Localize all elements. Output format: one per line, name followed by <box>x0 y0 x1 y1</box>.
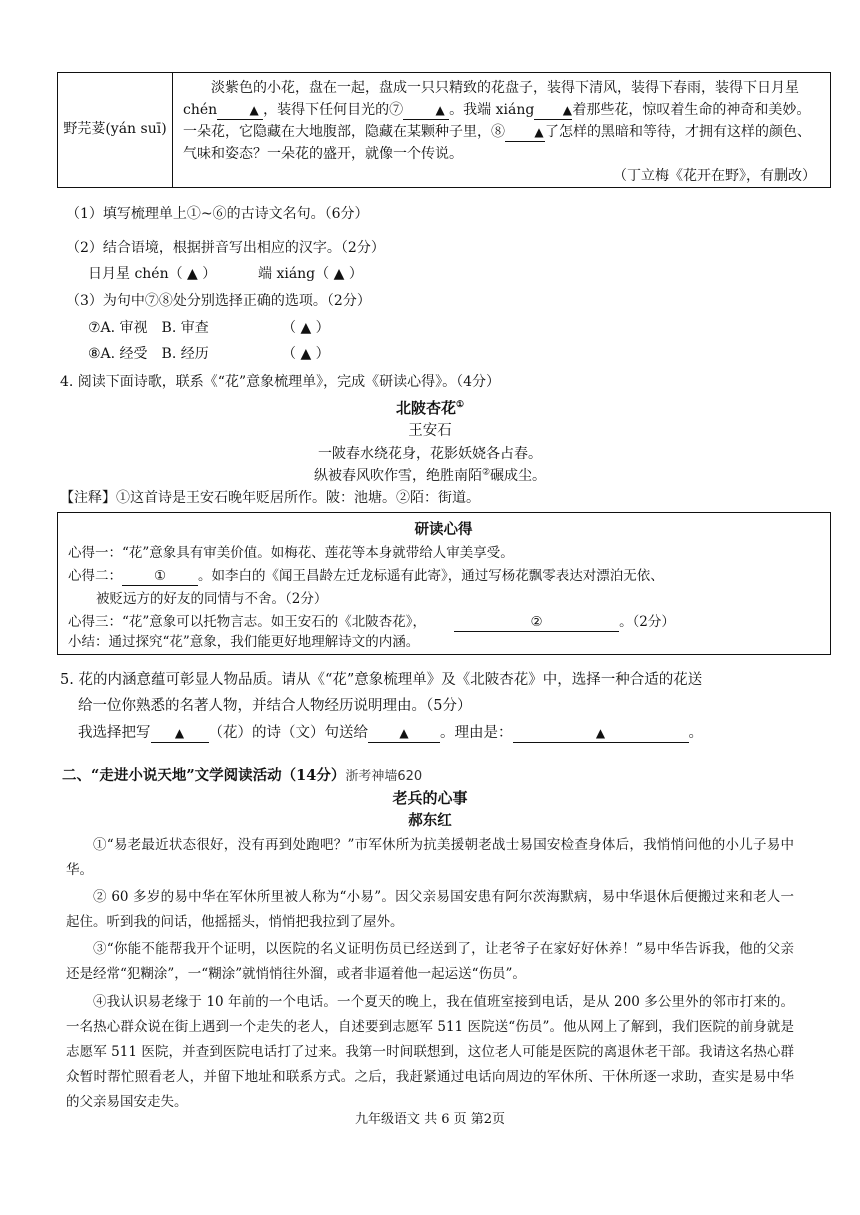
box-blank-1[interactable]: ① <box>122 567 198 586</box>
q5-blank-person[interactable] <box>368 724 440 743</box>
q2-a <box>88 264 216 286</box>
blank-mark: ▲ <box>562 103 572 117</box>
flower-table <box>57 72 831 188</box>
q3-8-answer[interactable]: （ ▲ ） <box>282 346 330 362</box>
section-2-heading <box>62 765 422 787</box>
table-source: （丁立梅《花开在野》，有删改） <box>613 168 816 184</box>
poem-note: 【注释】①这首诗是王安石晚年贬居所作。陂：池塘。②陌：街道。 <box>60 490 480 506</box>
watermark-stamp: 浙考神墙620 <box>345 769 423 784</box>
box-note-1: 心得一：“花”意象具有审美价值。如梅花、莲花等本身就带给人审美享受。 <box>68 545 514 561</box>
box-note-2-label: 心得二： <box>68 568 122 584</box>
blank-mark: ▲ <box>249 103 259 117</box>
q5-p4: 。 <box>688 725 703 741</box>
poem-line-2 <box>0 466 860 488</box>
story-title: 老兵的心事 <box>392 789 468 807</box>
poem-line-2-note: ② <box>481 467 491 478</box>
table-text-2: ，装得下任何目光的⑦ <box>263 102 404 118</box>
story-paragraph-3: ③“你能不能帮我开个证明，以医院的名义证明伤员已经送到了，让老爷子在家好好休养！”易中华告诉我，他的父亲还是经常“犯糊涂”，一“糊涂”就悄悄往外溜，或者非逼着他一起运送“伤员”。 <box>66 941 794 982</box>
table-text <box>173 73 831 188</box>
box-note-3 <box>68 612 675 633</box>
q3-8: ⑧A. 经受 B. 经历 <box>88 346 209 362</box>
blank-mark: ▲ <box>435 103 445 117</box>
box-blank-2[interactable]: ② <box>454 613 619 632</box>
q2-b-text: 端 xiáng（ ▲ ） <box>258 266 363 282</box>
poem-line-1: 一陂春水绕花身，花影妖娆各占春。 <box>318 446 542 462</box>
q4-text: 4. 阅读下面诗歌，联系《“花”意象梳理单》，完成《研读心得》。（4分） <box>60 374 501 390</box>
blank-mark: ▲ <box>399 726 409 740</box>
blank-8[interactable] <box>505 123 545 142</box>
table-text-5: 了怎样的黑暗和等待，才拥有这样的颜色、气味和姿态？一朵花的盛开，就像一个传说。 <box>183 124 811 162</box>
box-note-2-cont: 被贬远方的好友的同情与不舍。（2分） <box>96 591 328 607</box>
box-note-3-text: 心得三：“花”意象可以托物言志。如王安石的《北陂杏花》， <box>68 614 427 630</box>
poem-line-2b: 碾成尘。 <box>490 468 547 484</box>
box-title: 研读心得 <box>414 521 473 538</box>
q1-text: （1）填写梳理单上①~⑥的古诗文名句。（6分） <box>66 206 369 222</box>
poem-title-note: ① <box>455 400 465 410</box>
poem-title-text: 北陂杏花 <box>395 399 456 417</box>
study-notes-box <box>57 512 831 655</box>
blank-mark: ▲ <box>595 726 606 740</box>
story-paragraph-2: ② 60 多岁的易中华在军休所里被人称为“小易”。因父亲易国安患有阿尔茨海默病，易中华退休后便搬过来和老人一起住。听到我的问话，他摇摇头，悄悄把我拉到了屋外。 <box>66 889 794 930</box>
box-note-3-tail: 。（2分） <box>619 614 675 630</box>
q5-answer-line <box>78 722 703 744</box>
q2-a-text: 日月星 chén（ ▲ ） <box>88 266 217 282</box>
q5-p2: （花）的诗（文）句送给 <box>208 725 368 741</box>
q2-text: （2）结合语境，根据拼音写出相应的汉字。（2分） <box>66 240 385 256</box>
table-text-3: 。我端 xiáng <box>449 102 535 118</box>
blank-xiang[interactable] <box>534 101 572 120</box>
q2-b <box>258 264 363 286</box>
table-label: 野芫荽(yán suī) <box>58 73 173 188</box>
page-footer: 九年级语文 共 6 页 第2页 <box>354 1112 506 1127</box>
q3-7-answer[interactable]: （ ▲ ） <box>282 320 330 336</box>
q5-line-2: 给一位你熟悉的名著人物，并结合人物经历说明理由。（5分） <box>78 698 472 714</box>
table-text-4: 着那些花，惊叹着生命的神奇和美妙。一朵花，它隐藏在大地腹部，隐藏在某颗种子里，⑧ <box>183 102 811 140</box>
q3-text: （3）为句中⑦⑧处分别选择正确的选项。（2分） <box>66 293 371 309</box>
q5-line-1: 5. 花的内涵意蕴可彰显人物品质。请从《“花”意象梳理单》及《北陂杏花》中，选择一种合适的花送 <box>60 672 703 688</box>
blank-7[interactable] <box>403 101 449 120</box>
box-note-2-text: 。如李白的《闻王昌龄左迁龙标遥有此寄》，通过写杨花飘零表达对漂泊无依、 <box>198 568 664 584</box>
section-2-heading-text: 二、“走进小说天地”文学阅读活动（14分） <box>62 767 346 784</box>
box-summary: 小结：通过探究“花”意象，我们能更好地理解诗文的内涵。 <box>68 634 420 650</box>
blank-mark: ▲ <box>174 726 185 740</box>
q5-blank-flower[interactable] <box>151 724 209 743</box>
q5-blank-reason[interactable] <box>513 724 689 743</box>
story-paragraph-1: ①“易老最近状态很好，没有再到处跑吧？”市军休所为抗美援朝老战士易国安检查身体后，我悄悄问他的小儿子易中华。 <box>66 837 794 878</box>
poem-line-2a: 纵被春风吹作雪，绝胜南陌 <box>313 468 482 484</box>
poem-title <box>0 397 860 420</box>
story-paragraph-4: ④我认识易老缘于 10 年前的一个电话。一个夏天的晚上，我在值班室接到电话，是从 200 多公里外的邻市打来的。一名热心群众说在街上遇到一个走失的老人，自述要到志愿军 511 医院送“伤员”。他从网上了解到，我们医院的前身就是志愿军 511 医院，并查到医院电话打了过来。我第一时间联想到，这位老人可能是医院的离退休老干部。我请这名热心群众暂时帮忙照看老人，并留下地址和联系方式。之后，我赶紧通过电话向周边的军休所、干休所逐一求助，查实是易中华的父亲易国安走失。 <box>66 994 794 1110</box>
poem-author: 王安石 <box>408 423 452 439</box>
box-note-2 <box>68 566 664 587</box>
q5-p1: 我选择把写 <box>78 725 151 741</box>
table-text-1: 淡紫色的小花，盘在一起，盘成一只只精致的花盘子，装得下清风，装得下春雨，装得下日月星 chén <box>183 80 799 118</box>
q5-p3: 。理由是： <box>440 725 513 741</box>
story-author: 郝东红 <box>408 812 452 829</box>
blank-mark: ▲ <box>534 125 544 139</box>
blank-chen[interactable] <box>217 101 263 120</box>
q3-7: ⑦A. 审视 B. 审查 <box>88 320 209 336</box>
